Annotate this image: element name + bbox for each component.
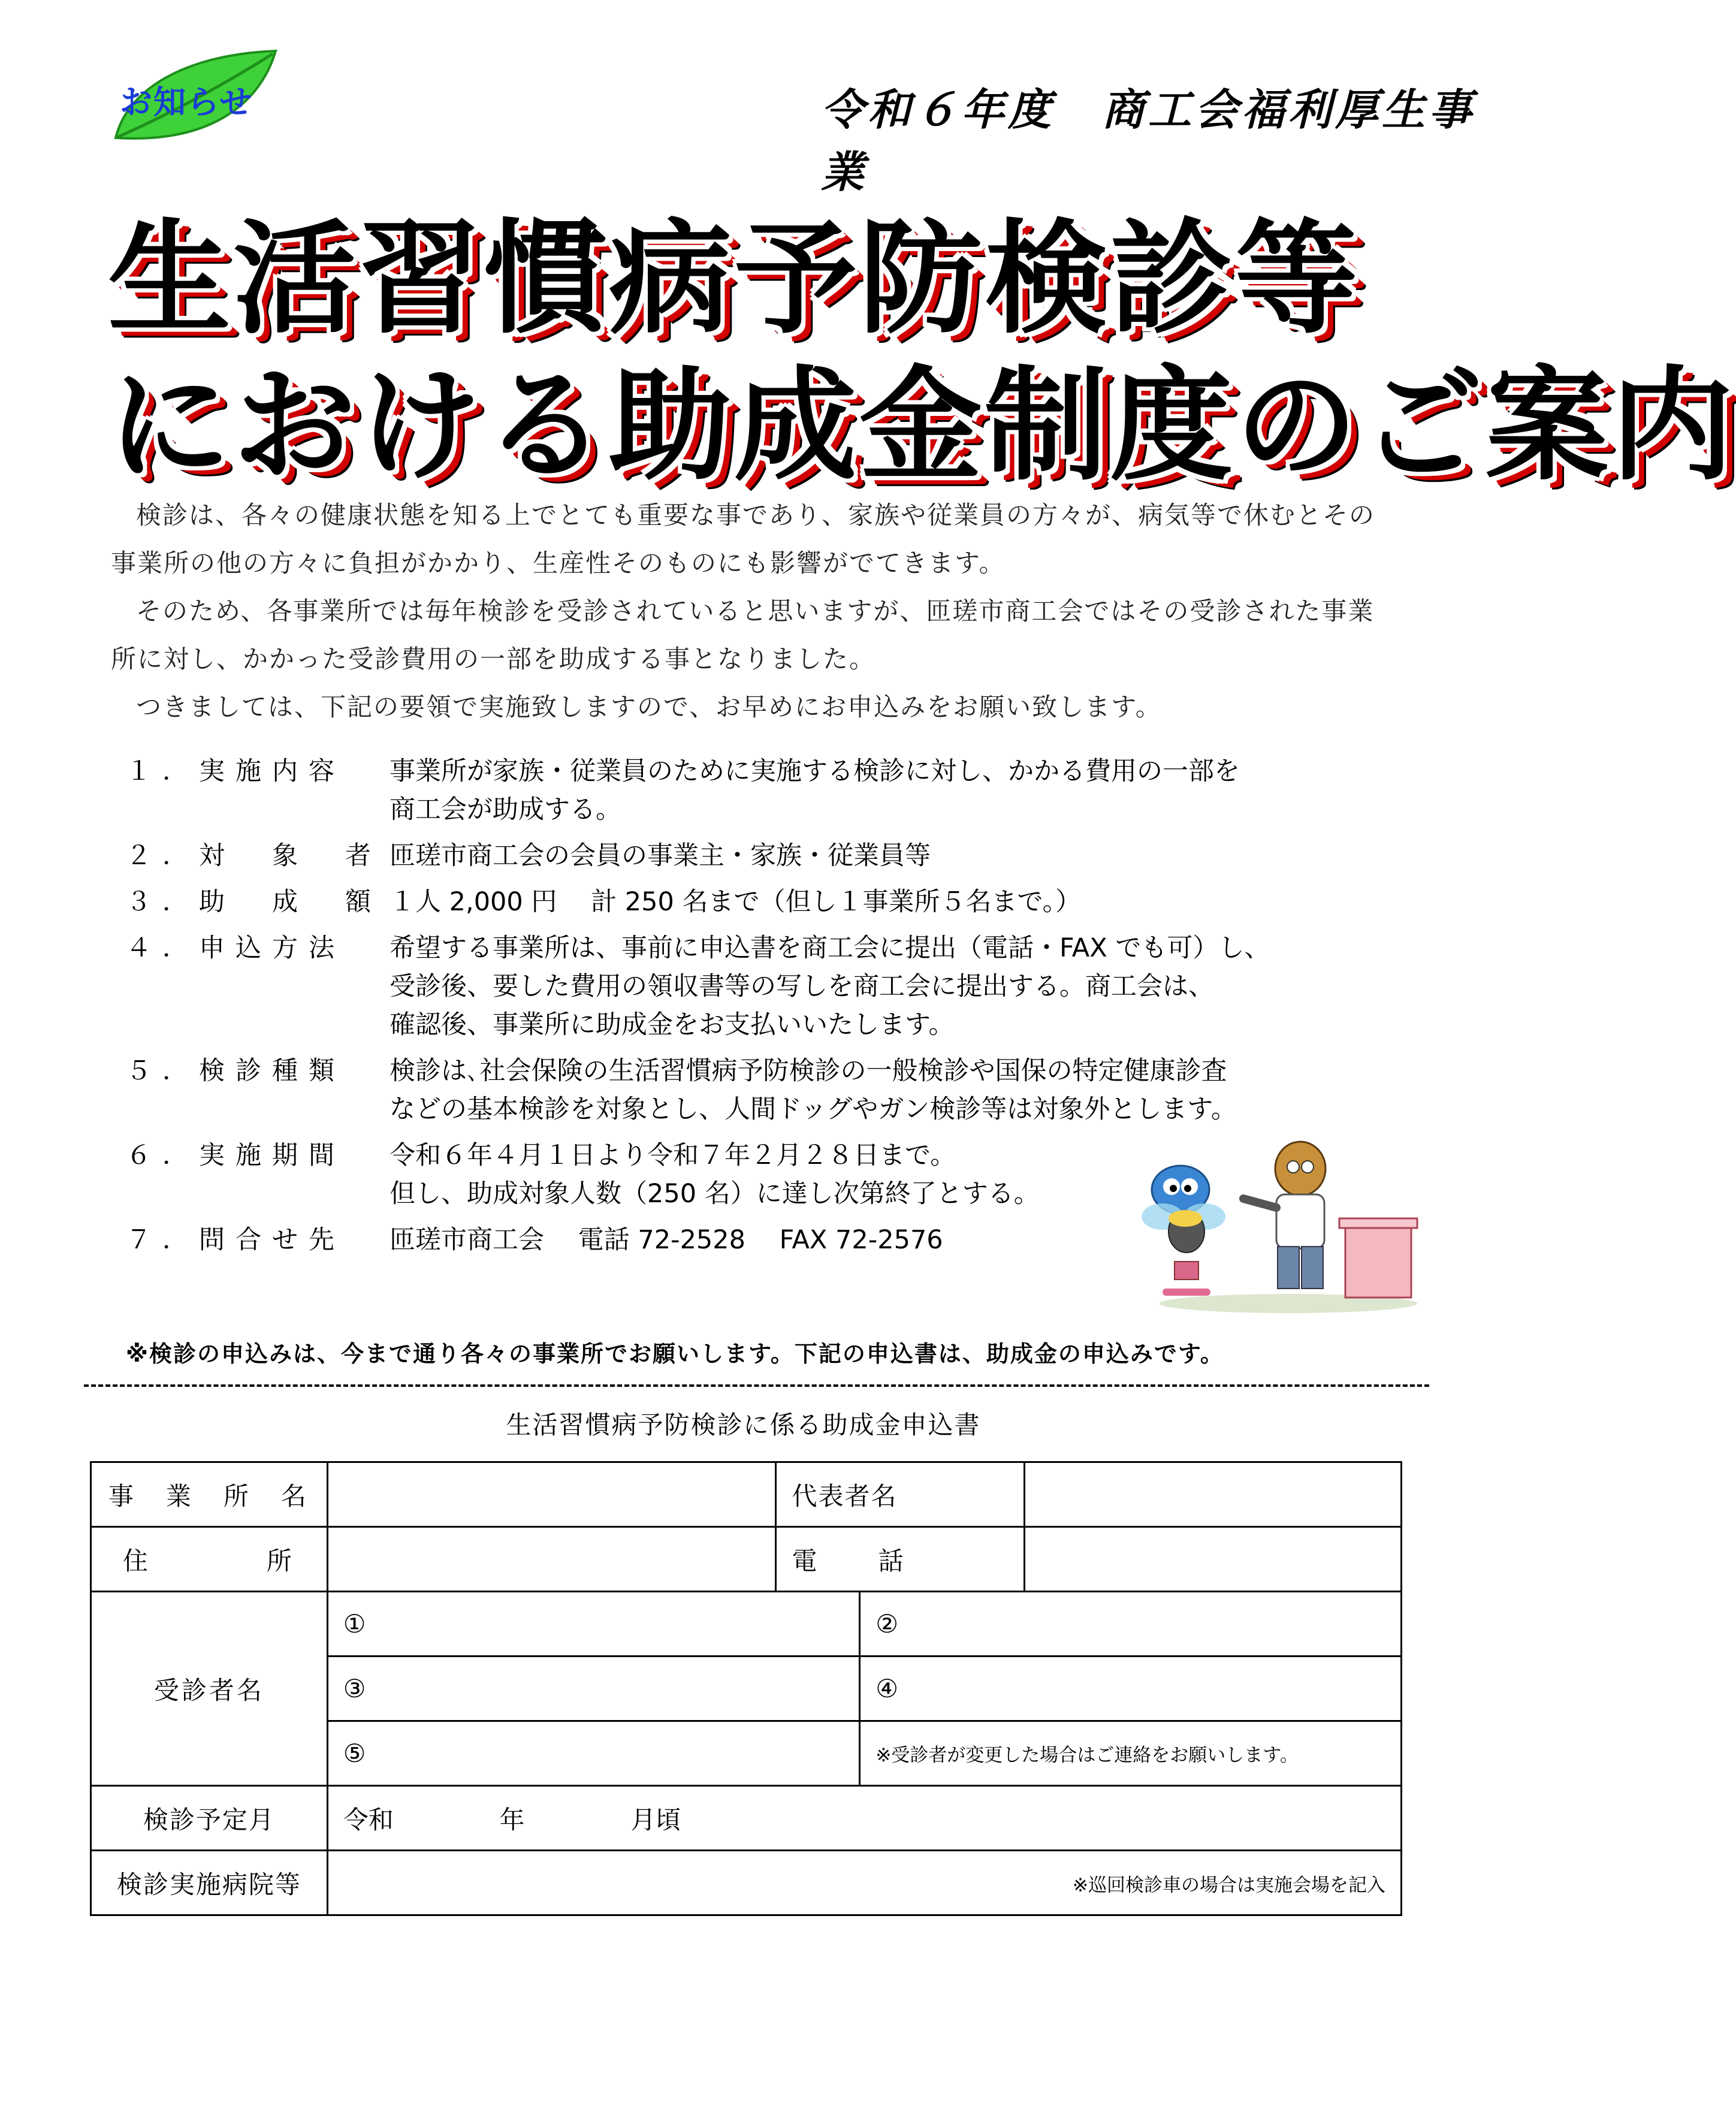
phone-field[interactable] [1025,1527,1402,1592]
headline-line-2: における助成金制度のご案内 [108,355,1736,497]
intro-paragraph: 検診は、各々の健康状態を知る上でとても重要な事であり、家族や従業員の方々が、病気等で休むとその事業所の他の方々に負担がかかり、生産性そのものにも影響がでてきます。 [111,500,1376,578]
examinee-field-5[interactable]: ⑤ [327,1721,860,1786]
program-subtitle: 令和６年度 商工会福利厚生事業 [821,85,1476,197]
phone-label: 電 話 [776,1527,1025,1592]
guideline-item [126,837,1384,875]
representative-field[interactable] [1025,1462,1402,1527]
guideline-text: 匝瑳市商工会の会員の事業主・家族・従業員等 [390,841,931,871]
guideline-item [126,929,1384,1044]
examinee-field-2[interactable]: ② [860,1592,1402,1657]
examinees-label: 受診者名 [91,1592,328,1786]
application-notice: ※検診の申込みは、今まで通り各々の事業所でお願いします。下記の申込書は、助成金の申込みです。 [126,1341,1224,1367]
guideline-text: 商工会が助成する。 [390,795,621,825]
guideline-text: 検診は､社会保険の生活習慣病予防検診の一般検診や国保の特定健康診査 [390,1056,1227,1086]
exam-month-year: 年 [499,1805,525,1835]
headline-line-1: 生活習慣病予防検診等 [108,208,1360,351]
examinee-field-1[interactable]: ① [327,1592,860,1657]
form-title: 生活習慣病予防検診に係る助成金申込書 [506,1410,981,1440]
guideline-number: １．実施内容 [126,756,345,786]
guideline-text: などの基本検診を対象とし、人間ドッグやガン検診等は対象外とします。 [390,1094,1237,1124]
exam-month-suffix: 月頃 [630,1805,681,1835]
guideline-number: ７．問合せ先 [126,1225,345,1255]
guideline-text: 希望する事業所は、事前に申込書を商工会に提出（電話・FAX でも可）し、 [390,933,1270,963]
business-name-label: 事 業 所 名 [91,1462,328,1527]
guideline-number: ５．検診種類 [126,1056,345,1086]
application-form [90,1461,1402,1916]
representative-label: 代表者名 [776,1462,1025,1527]
guideline-text: １人 2,000 円 計 250 名まで（但し１事業所５名まで。） [390,887,1082,917]
exam-month-era: 令和 [343,1805,394,1835]
guideline-text: 確認後、事業所に助成金をお支払いいたします。 [390,1010,955,1040]
guideline-item [126,883,1384,921]
examinee-field-4[interactable]: ④ [860,1657,1402,1721]
guideline-number: ４．申込方法 [126,933,345,963]
doctor-illustration-icon [1139,1142,1420,1315]
cut-line-divider [84,1384,1429,1387]
guideline-number: ６．実施期間 [126,1140,345,1170]
guideline-text: 事業所が家族・従業員のために実施する検診に対し、かかる費用の一部を [390,756,1240,786]
address-label: 住 所 [91,1527,328,1592]
examinee-field-3[interactable]: ③ [327,1657,860,1721]
guideline-item [126,1052,1384,1129]
hospital-label: 検診実施病院等 [91,1851,328,1915]
exam-month-label: 検診予定月 [91,1786,328,1851]
notice-badge-label: お知らせ [120,83,253,121]
guideline-number: ２．対 象 者 [126,841,382,871]
hospital-note: ※巡回検診車の場合は実施会場を記入 [1073,1875,1385,1896]
exam-month-field[interactable] [327,1786,1401,1851]
hospital-field[interactable] [327,1851,1401,1915]
address-field[interactable] [327,1527,776,1592]
business-name-field[interactable] [327,1462,776,1527]
guideline-item [126,752,1384,829]
intro-paragraph: そのため、各事業所では毎年検診を受診されていると思いますが、匝瑳市商工会ではその受診された事業所に対し、かかった受診費用の一部を助成する事となりました。 [111,596,1375,674]
guideline-text: 受診後、要した費用の領収書等の写しを商工会に提出する。商工会は、 [390,971,1214,1001]
guideline-text: 令和６年４月１日より令和７年２月２８日まで。 [390,1140,956,1170]
guideline-text: 但し、助成対象人数（250 名）に達し次第終了とする。 [390,1179,1040,1209]
intro-paragraph: つきましては、下記の要領で実施致しますので、お早めにお申込みをお願い致します。 [136,692,1162,722]
guideline-text: 匝瑳市商工会 電話 72-2528 FAX 72-2576 [390,1225,943,1255]
guideline-number: ３．助 成 額 [126,887,382,917]
examinee-change-note: ※受診者が変更した場合はご連絡をお願いします。 [860,1721,1402,1786]
intro-text [111,491,1381,731]
